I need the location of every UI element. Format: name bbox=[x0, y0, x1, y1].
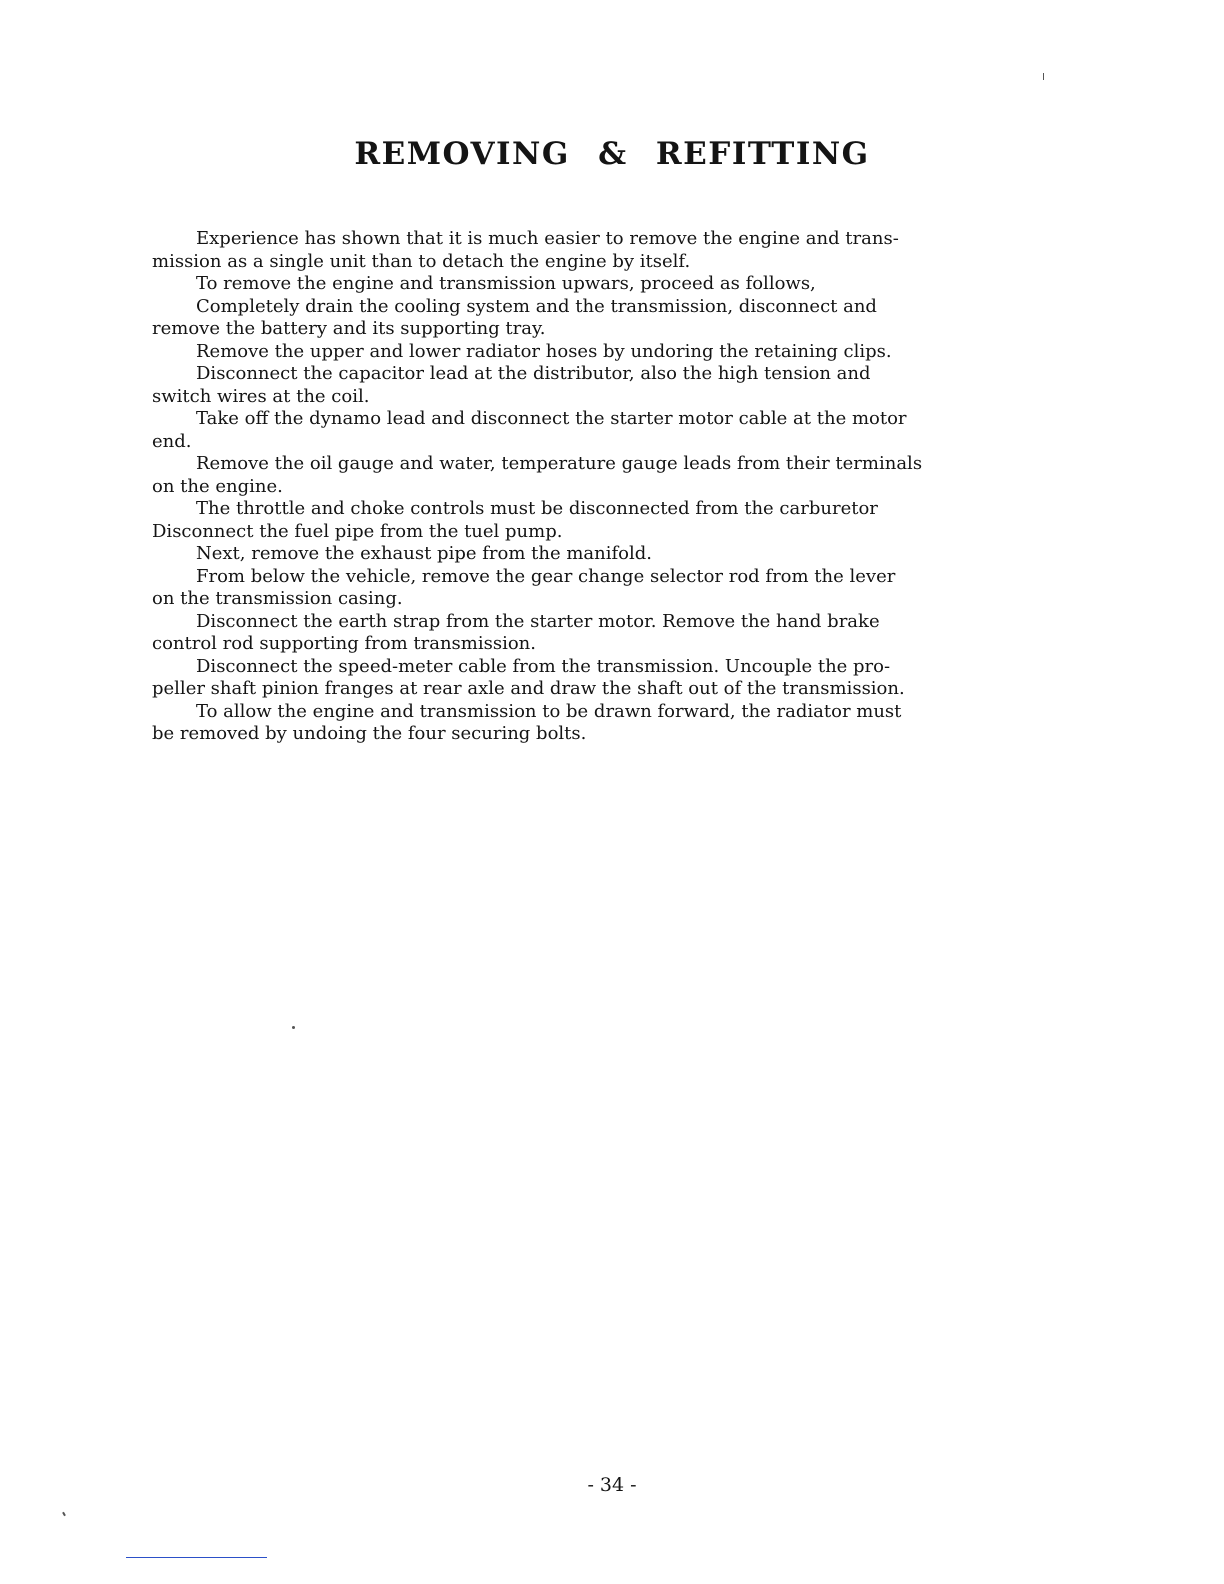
body-paragraph bbox=[152, 701, 1032, 746]
footer-rule bbox=[126, 1557, 267, 1558]
body-paragraph bbox=[152, 296, 1032, 341]
paragraph-line: To remove the engine and transmission upwars, proceed as follows, bbox=[196, 273, 816, 294]
paragraph-line: Disconnect the earth strap from the starter motor. Remove the hand brake bbox=[196, 610, 880, 632]
paragraph-line: Next, remove the exhaust pipe from the manifold. bbox=[196, 543, 652, 564]
paragraph-line: on the engine. bbox=[152, 475, 283, 497]
stray-mark bbox=[292, 1026, 295, 1029]
paragraph-line: end. bbox=[152, 430, 192, 452]
body-paragraph bbox=[152, 273, 1032, 296]
paragraph-line: mission as a single unit than to detach the engine by itself. bbox=[152, 250, 691, 272]
paragraph-line: From below the vehicle, remove the gear change selector rod from the lever bbox=[196, 565, 896, 587]
paragraph-line: be removed by undoing the four securing bolts. bbox=[152, 723, 587, 744]
paragraph-line: Disconnect the fuel pipe from the tuel pump. bbox=[152, 520, 563, 542]
paragraph-line: Remove the upper and lower radiator hoses by undoring the retaining clips. bbox=[196, 340, 892, 362]
paragraph-line: The throttle and choke controls must be disconnected from the carburetor bbox=[196, 498, 878, 519]
paragraph-line: peller shaft pinion franges at rear axle and draw the shaft out of the transmission. bbox=[152, 678, 905, 699]
paragraph-line: Experience has shown that it is much easier to remove the engine and trans- bbox=[196, 228, 899, 249]
paragraph-line: To allow the engine and transmission to be drawn forward, the radiator must bbox=[196, 700, 902, 722]
body-paragraph bbox=[152, 566, 1032, 611]
paragraph-line: control rod supporting from transmission. bbox=[152, 633, 536, 654]
body-paragraph bbox=[152, 228, 1032, 273]
paragraph-line: Remove the oil gauge and water, temperature gauge leads from their terminals bbox=[196, 453, 923, 474]
page-title: REMOVING & REFITTING bbox=[354, 136, 870, 172]
paragraph-line: remove the battery and its supporting tray. bbox=[152, 318, 546, 339]
body-paragraph bbox=[152, 611, 1032, 656]
body-text bbox=[152, 228, 1032, 746]
body-paragraph bbox=[152, 453, 1032, 498]
paragraph-line: switch wires at the coil. bbox=[152, 385, 370, 407]
body-paragraph bbox=[152, 363, 1032, 408]
paragraph-line: Completely drain the cooling system and the transmission, disconnect and bbox=[196, 295, 877, 317]
stray-mark bbox=[1043, 73, 1044, 80]
body-paragraph bbox=[152, 656, 1032, 701]
paragraph-line: Disconnect the speed-meter cable from the transmission. Uncouple the pro- bbox=[196, 655, 891, 677]
paragraph-line: Disconnect the capacitor lead at the distributor, also the high tension and bbox=[196, 363, 871, 384]
stray-mark bbox=[62, 1512, 66, 1516]
paragraph-line: on the transmission casing. bbox=[152, 588, 403, 609]
body-paragraph bbox=[152, 498, 1032, 543]
body-paragraph bbox=[152, 408, 1032, 453]
body-paragraph bbox=[152, 543, 1032, 566]
paragraph-line: Take off the dynamo lead and disconnect the starter motor cable at the motor bbox=[196, 408, 907, 429]
page-number: - 34 - bbox=[587, 1474, 637, 1496]
body-paragraph bbox=[152, 341, 1032, 364]
